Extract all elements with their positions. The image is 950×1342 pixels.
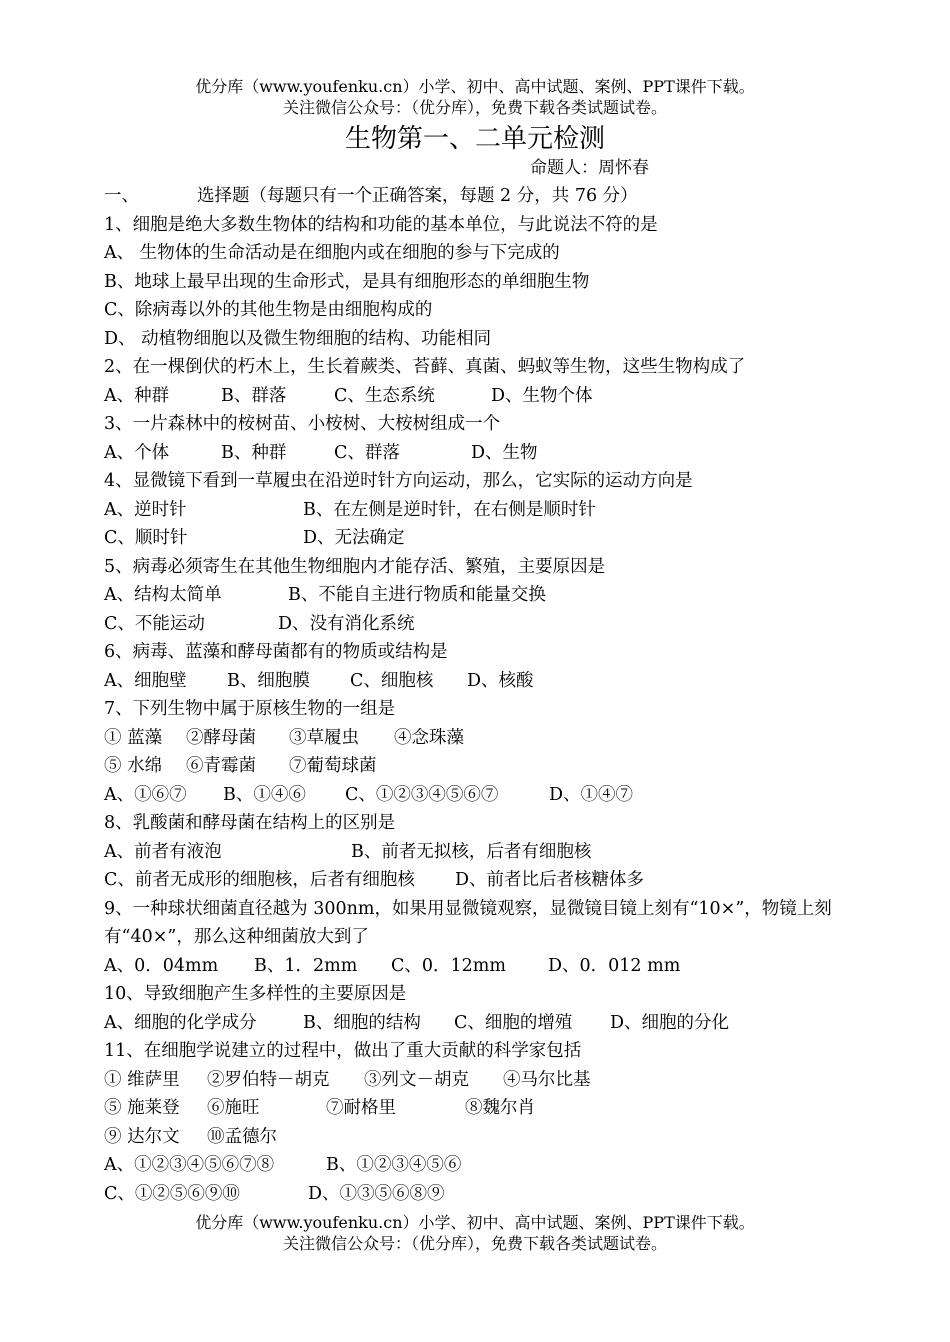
question-2-options <box>104 382 854 411</box>
question-1-option-d: D、 动植物细胞以及微生物细胞的结构、功能相同 <box>104 328 492 349</box>
question-11-item: ⑧魏尔肖 <box>465 1098 535 1118</box>
question-1-option-c: C、除病毒以外的其他生物是由细胞构成的 <box>104 300 433 320</box>
question-10-option-a: A、细胞的化学成分 <box>104 1012 257 1033</box>
question-7-item: ⑤ 水绵 <box>104 756 163 776</box>
question-11-options-cd <box>104 1180 854 1209</box>
question-6-option-c: C、细胞核 <box>350 670 434 691</box>
question-8-options-cd <box>104 866 854 895</box>
question-11-item: ②罗伯特－胡克 <box>207 1069 330 1090</box>
footer-line-1: 优分库（www.youfenku.cn）小学、初中、高中试题、案例、PPT课件下载。 <box>195 1213 755 1232</box>
question-7-options <box>104 781 854 810</box>
question-7-option-a: A、①⑥⑦ <box>104 784 187 805</box>
question-1-stem: 1、细胞是绝大多数生物体的结构和功能的基本单位，与此说法不符的是 <box>104 214 658 235</box>
section-number: 一、 <box>104 186 139 206</box>
question-4-stem: 4、显微镜下看到一草履虫在沿逆时针方向运动，那么，它实际的运动方向是 <box>104 471 693 491</box>
question-5-option-a: A、结构太简单 <box>104 585 222 605</box>
document-title: 生物第一、二单元检测 <box>344 124 605 154</box>
question-4-option-b: B、在左侧是逆时针，在右侧是顺时针 <box>303 499 596 520</box>
question-3-stem: 3、一片森林中的桉树苗、小桉树、大桉树组成一个 <box>104 414 501 434</box>
question-6-option-a: A、细胞壁 <box>104 670 187 691</box>
question-11-option-a: A、①②③④⑤⑥⑦⑧ <box>104 1155 275 1175</box>
question-7-item: ⑥青霉菌 <box>186 756 256 776</box>
footer-line-2: 关注微信公众号：（优分库），免费下载各类试题试卷。 <box>282 1234 667 1253</box>
question-11-option-d: D、①③⑤⑥⑧⑨ <box>308 1183 445 1204</box>
question-3-option-b: B、种群 <box>221 442 287 463</box>
question-10-option-b: B、细胞的结构 <box>303 1012 421 1033</box>
question-4-option-a: A、逆时针 <box>104 499 187 520</box>
question-7-items-row-2 <box>104 752 854 781</box>
question-8-option-c: C、前者无成形的细胞核，后者有细胞核 <box>104 870 415 890</box>
question-7-option-b: B、①④⑥ <box>223 784 306 805</box>
question-11-item: ⑥施旺 <box>207 1098 260 1118</box>
question-9-option-c: C、0．12mm <box>391 955 506 976</box>
question-10-options <box>104 1009 854 1038</box>
question-4-option-d: D、无法确定 <box>303 528 405 548</box>
page-header <box>0 76 950 118</box>
question-3-option-a: A、个体 <box>104 442 170 463</box>
question-1-option-b: B、地球上最早出现的生命形式，是具有细胞形态的单细胞生物 <box>104 271 590 292</box>
author-line: 命题人：周怀春 <box>530 158 649 178</box>
question-9-options <box>104 952 854 981</box>
question-9-option-b: B、1．2mm <box>254 955 358 976</box>
question-10-option-d: D、细胞的分化 <box>610 1012 730 1033</box>
question-7-item: ②酵母菌 <box>186 727 256 748</box>
question-9-stem: 9、一种球状细菌直径越为 300nm，如果用显微镜观察，显微镜目镜上刻有“10×”，物镜上刻有“40×”，那么这种细菌放大到了 <box>104 898 832 947</box>
question-5-options-ab <box>104 581 854 610</box>
question-8-option-b: B、前者无拟核，后者有细胞核 <box>351 841 592 862</box>
question-9-option-d: D、0．012 mm <box>548 955 681 976</box>
question-5-option-b: B、不能自主进行物质和能量交换 <box>288 585 546 605</box>
question-11-items-row-3 <box>104 1123 854 1152</box>
question-7-item: ⑦葡萄球菌 <box>289 756 377 776</box>
question-11-item: ⑤ 施莱登 <box>104 1098 180 1118</box>
question-11-item: ③列文－胡克 <box>364 1069 469 1090</box>
question-11-item: ① 维萨里 <box>104 1069 180 1090</box>
question-6-stem: 6、病毒、蓝藻和酵母菌都有的物质或结构是 <box>104 642 448 662</box>
question-11-items-row-1 <box>104 1066 854 1095</box>
question-11-items-row-2 <box>104 1094 854 1123</box>
question-content <box>104 182 854 1208</box>
question-5-option-c: C、不能运动 <box>104 613 205 634</box>
question-8-option-a: A、前者有液泡 <box>104 841 222 862</box>
question-7-stem: 7、下列生物中属于原核生物的一组是 <box>104 699 396 719</box>
question-4-option-c: C、顺时针 <box>104 528 188 548</box>
question-2-option-a: A、种群 <box>104 385 170 406</box>
question-7-item: ④念珠藻 <box>394 727 464 748</box>
question-9-option-a: A、0．04mm <box>104 955 219 976</box>
question-11-item: ⑩孟德尔 <box>207 1126 277 1147</box>
question-11-item: ④马尔比基 <box>503 1069 591 1090</box>
question-7-option-d: D、①④⑦ <box>549 784 634 805</box>
question-10-option-c: C、细胞的增殖 <box>454 1012 573 1033</box>
question-2-option-d: D、生物个体 <box>491 385 593 406</box>
section-text: 选择题（每题只有一个正确答案，每题 2 分，共 76 分） <box>197 186 638 206</box>
question-11-option-c: C、①②⑤⑥⑨⑩ <box>104 1183 240 1204</box>
question-2-option-c: C、生态系统 <box>334 385 435 406</box>
header-line-2: 关注微信公众号：（优分库），免费下载各类试题试卷。 <box>282 98 667 117</box>
header-line-1: 优分库（www.youfenku.cn）小学、初中、高中试题、案例、PPT课件下载。 <box>195 77 755 96</box>
question-7-item: ① 蓝藻 <box>104 727 163 748</box>
question-3-options <box>104 439 854 468</box>
question-8-option-d: D、前者比后者核糖体多 <box>455 870 645 890</box>
question-8-stem: 8、乳酸菌和酵母菌在结构上的区别是 <box>104 813 396 833</box>
question-3-option-c: C、群落 <box>334 442 400 463</box>
question-11-item: ⑨ 达尔文 <box>104 1126 180 1147</box>
question-7-option-c: C、①②③④⑤⑥⑦ <box>345 784 499 805</box>
question-7-items-row-1 <box>104 724 854 753</box>
question-11-options-ab <box>104 1151 854 1180</box>
question-6-option-b: B、细胞膜 <box>227 670 310 691</box>
question-11-option-b: B、①②③④⑤⑥ <box>326 1155 462 1175</box>
question-1-option-a: A、 生物体的生命活动是在细胞内或在细胞的参与下完成的 <box>104 243 560 263</box>
question-8-options-ab <box>104 838 854 867</box>
section-heading <box>104 182 854 211</box>
page-footer <box>0 1212 950 1254</box>
question-2-option-b: B、群落 <box>221 385 287 406</box>
question-4-options-ab <box>104 496 854 525</box>
question-5-options-cd <box>104 610 854 639</box>
question-5-stem: 5、病毒必须寄生在其他生物细胞内才能存活、繁殖，主要原因是 <box>104 556 606 577</box>
question-2-stem: 2、在一棵倒伏的朽木上，生长着蕨类、苔藓、真菌、蚂蚁等生物，这些生物构成了 <box>104 357 746 377</box>
question-3-option-d: D、生物 <box>471 442 538 463</box>
question-11-stem: 11、在细胞学说建立的过程中，做出了重大贡献的科学家包括 <box>104 1041 582 1061</box>
question-10-stem: 10、导致细胞产生多样性的主要原因是 <box>104 984 407 1004</box>
question-11-item: ⑦耐格里 <box>326 1098 396 1118</box>
question-7-item: ③草履虫 <box>289 727 359 748</box>
question-4-options-cd <box>104 524 854 553</box>
question-6-option-d: D、核酸 <box>467 670 534 691</box>
question-6-options <box>104 667 854 696</box>
question-5-option-d: D、没有消化系统 <box>278 613 415 634</box>
